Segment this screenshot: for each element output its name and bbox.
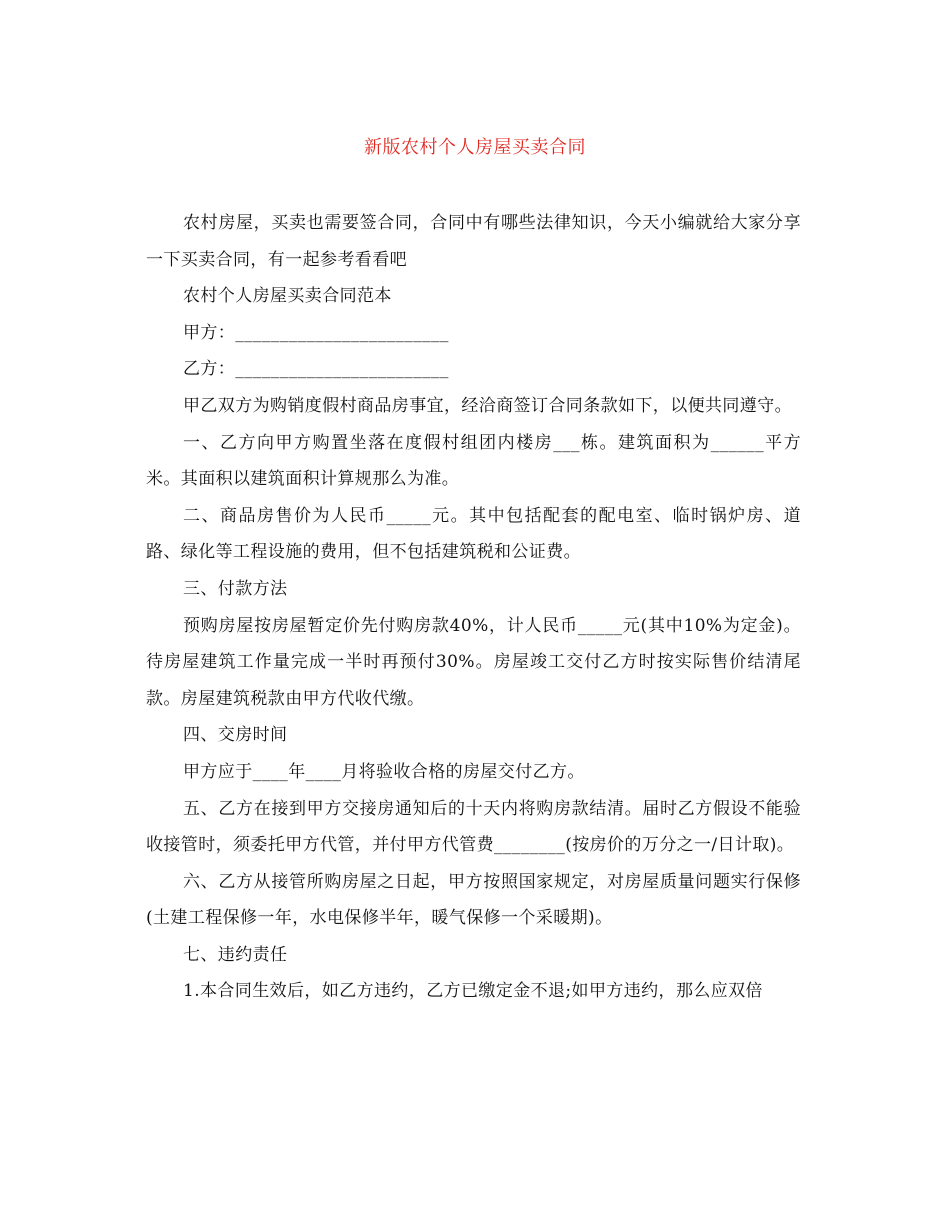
paragraph-template-title: 农村个人房屋买卖合同范本 <box>183 286 392 307</box>
paragraph-liability-1: 1.本合同生效后，如乙方违约，乙方已缴定金不退;如甲方违约，那么应双倍 <box>183 981 763 1002</box>
paragraph-intro: 农村房屋，买卖也需要签合同，合同中有哪些法律知识，今天小编就给大家分享一下买卖合同，有一起参考看看吧 <box>146 213 801 270</box>
paragraph-heading-liability: 七、违约责任 <box>183 944 288 965</box>
paragraph-delivery-details: 甲方应于____年____月将验收合格的房屋交付乙方。 <box>183 761 585 782</box>
paragraph-heading-payment: 三、付款方法 <box>183 578 288 599</box>
paragraph-clause-2: 二、商品房售价为人民币_____元。其中包括配套的配电室、临时锅炉房、道路、绿化等工程设施的费用，但不包括建筑税和公证费。 <box>146 505 801 563</box>
paragraph-preamble: 甲乙双方为购销度假村商品房事宜，经洽商签订合同条款如下，以便共同遵守。 <box>183 395 792 416</box>
paragraph-heading-delivery: 四、交房时间 <box>183 725 288 746</box>
paragraph-payment-details: 预购房屋按房屋暂定价先付购房款40%，计人民币_____元(其中10%为定金)。待房屋建筑工作量完成一半时再预付30%。房屋竣工交付乙方时按实际售价结清尾款。房屋建筑税款由甲方代收代缴。 <box>146 615 801 709</box>
paragraph-party-a: 甲方：________________________ <box>183 322 449 343</box>
paragraph-clause-1: 一、乙方向甲方购置坐落在度假村组团内楼房___栋。建筑面积为______平方米。其面积以建筑面积计算规那么为准。 <box>146 432 801 490</box>
paragraph-party-b: 乙方：________________________ <box>183 359 449 380</box>
paragraph-clause-5: 五、乙方在接到甲方交接房通知后的十天内将购房款结清。届时乙方假设不能验收接管时，须委托甲方代管，并付甲方代管费________(按房价的万分之一/日计取)。 <box>146 798 801 856</box>
document-title: 新版农村个人房屋买卖合同 <box>364 137 586 158</box>
document-body <box>146 205 801 1010</box>
paragraph-clause-6: 六、乙方从接管所购房屋之日起，甲方按照国家规定，对房屋质量问题实行保修(土建工程保修一年，水电保修半年，暖气保修一个采暖期)。 <box>146 871 801 929</box>
